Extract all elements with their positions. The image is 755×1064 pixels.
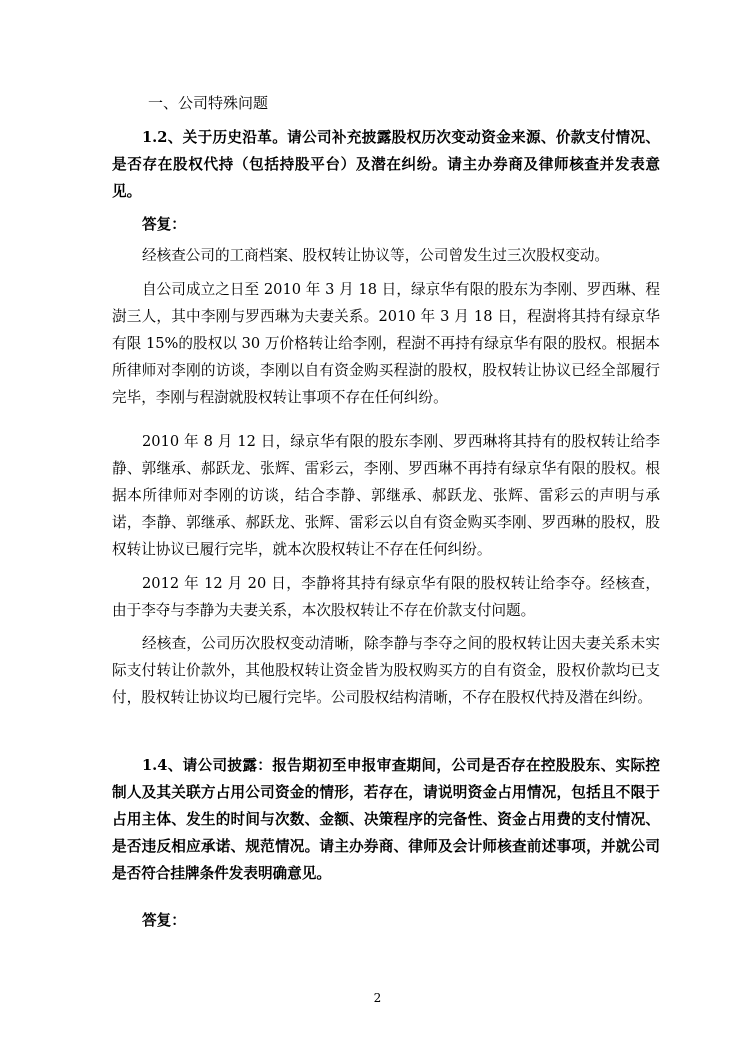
answer-paragraph-5: 经核查，公司历次股权变动清晰，除李静与李夺之间的股权转让因夫妻关系未实际支付转让价款外，其他股权转让资金皆为股权购买方的自有资金，股权价款均已支付，股权转让协议均已履行完毕。公司股权结构清晰，不存在股权代持及潜在纠纷。 — [112, 635, 660, 706]
answer-label-1-4: 答复： — [142, 912, 186, 929]
answer-paragraph-1: 经核查公司的工商档案、股权转让协议等，公司曾发生过三次股权变动。 — [142, 247, 610, 264]
section-heading: 一、公司特殊问题 — [148, 94, 269, 112]
question-1-4: 1.4、请公司披露：报告期初至申报审查期间，公司是否存在控股股东、实际控制人及其关联方占用公司资金的情形，若存在，请说明资金占用情况，包括且不限于占用主体、发生的时间与次数、金额、决策程序的完备性、资金占用费的支付情况、是否违反相应承诺、规范情况。请主办券商、律师及会计师核查前述事项，并就公司是否符合挂牌条件发表明确意见。 — [112, 757, 660, 882]
page-number: 2 — [373, 991, 382, 1005]
question-1-2: 1.2、关于历史沿革。请公司补充披露股权历次变动资金来源、价款支付情况、是否存在股权代持（包括持股平台）及潜在纠纷。请主办券商及律师核查并发表意见。 — [112, 129, 660, 200]
answer-paragraph-4: 2012 年 12 月 20 日，李静将其持有绿京华有限的股权转让给李夺。经核查，由于李夺与李静为夫妻关系，本次股权转让不存在价款支付问题。 — [112, 575, 660, 619]
answer-paragraph-3: 2010 年 8 月 12 日，绿京华有限的股东李刚、罗西琳将其持有的股权转让给李静、郭继承、郝跃龙、张辉、雷彩云，李刚、罗西琳不再持有绿京华有限的股权。根据本所律师对李刚的访谈，结合李静、郭继承、郝跃龙、张辉、雷彩云的声明与承诺，李静、郭继承、郝跃龙、张辉、雷彩云以自有资金购买李刚、罗西琳的股权，股权转让协议已履行完毕，就本次股权转让不存在任何纠纷。 — [112, 433, 660, 558]
answer-label-1-2: 答复： — [142, 216, 186, 233]
answer-paragraph-2: 自公司成立之日至 2010 年 3 月 18 日，绿京华有限的股东为李刚、罗西琳、程澍三人，其中李刚与罗西琳为夫妻关系。2010 年 3 月 18 日，程澍将其持有绿京华有限 15%的股权以 30 万价格转让给李刚，程澍不再持有绿京华有限的股权。根据本所律师对李刚的访谈，李刚以自有资金购买程澍的股权，股权转让协议已经全部履行完毕，李刚与程澍就股权转让事项不存在任何纠纷。 — [112, 281, 660, 406]
